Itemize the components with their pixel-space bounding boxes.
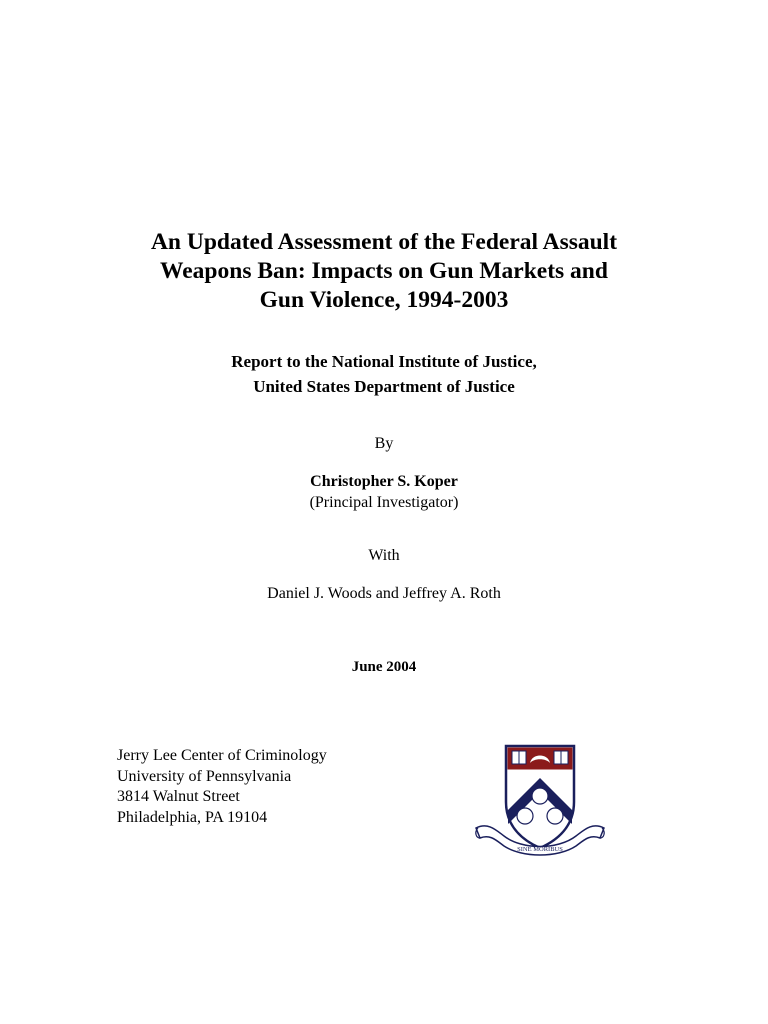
address-line-2: University of Pennsylvania <box>117 767 292 785</box>
plate-icon-right <box>547 808 563 824</box>
subtitle-line-2: United States Department of Justice <box>253 377 515 396</box>
with-label: With <box>368 547 400 564</box>
university-seal-icon <box>470 740 610 858</box>
report-subtitle <box>0 349 768 399</box>
principal-author-name: Christopher S. Koper <box>310 473 458 490</box>
address-line-1: Jerry Lee Center of Criminology <box>117 747 327 764</box>
report-title <box>0 228 768 315</box>
plate-icon-top <box>532 788 548 804</box>
subtitle-line-1: Report to the National Institute of Justice, <box>231 352 537 371</box>
title-line-1: An Updated Assessment of the Federal Assault <box>150 229 618 255</box>
principal-author-role: (Principal Investigator) <box>309 494 459 511</box>
principal-author <box>0 471 768 513</box>
institution-address <box>117 746 327 828</box>
co-authors: Daniel J. Woods and Jeffrey A. Roth <box>267 585 501 602</box>
plate-icon-left <box>517 808 533 824</box>
by-label: By <box>374 435 394 452</box>
title-line-3: Gun Violence, 1994-2003 <box>259 287 509 313</box>
report-date: June 2004 <box>351 659 417 675</box>
address-line-3: 3814 Walnut Street <box>117 788 240 805</box>
seal-motto: SINE MORIBUS <box>517 846 563 853</box>
address-line-4: Philadelphia, PA 19104 <box>117 808 268 826</box>
title-line-2: Weapons Ban: Impacts on Gun Markets and <box>160 258 608 284</box>
